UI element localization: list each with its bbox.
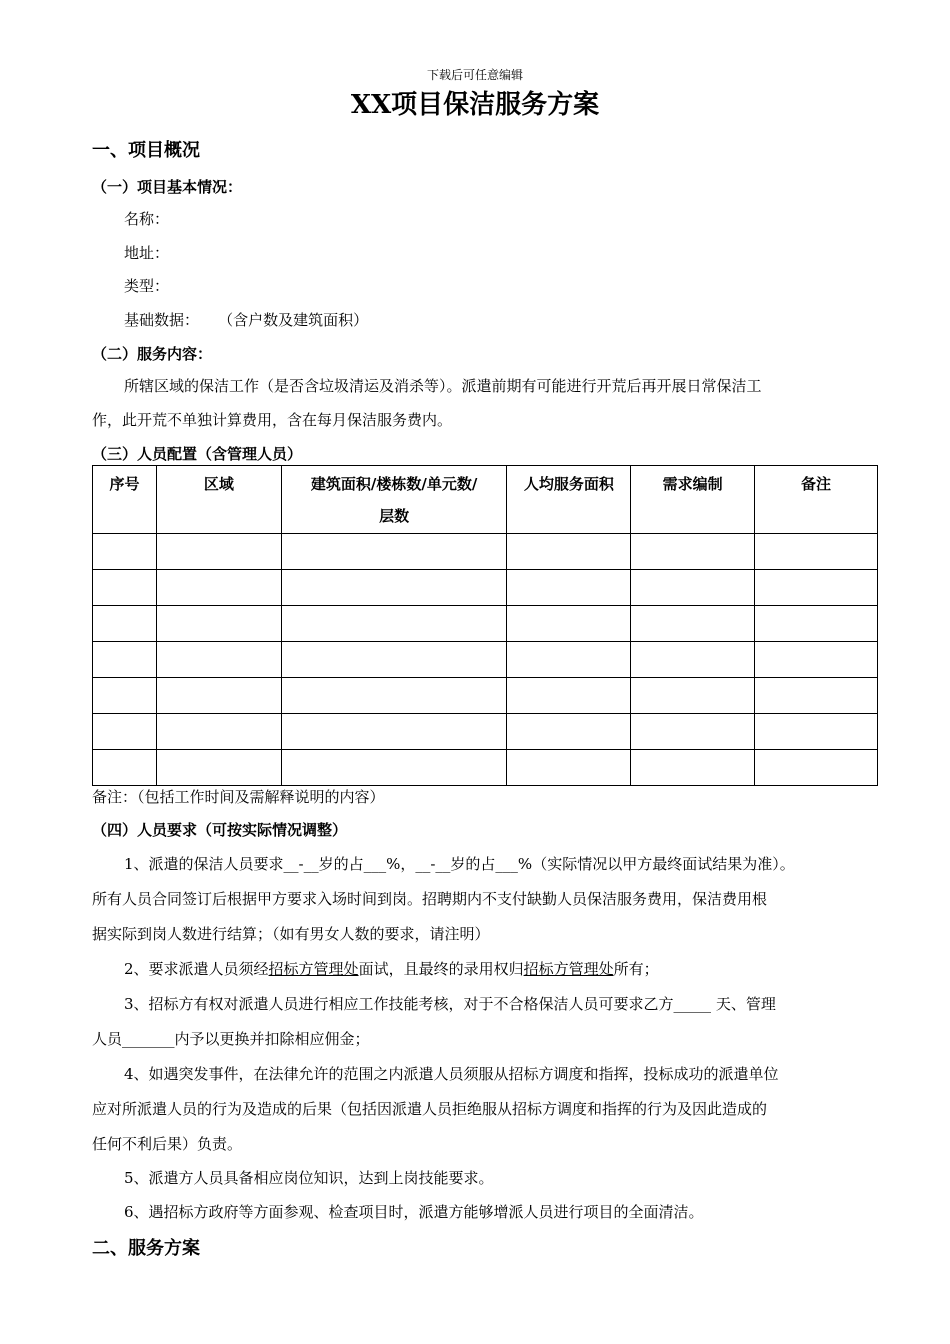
tenderer-office-underline: 招标方管理处	[523, 960, 614, 978]
table-row	[93, 570, 878, 606]
col-header-headcount: 需求编制	[631, 466, 755, 534]
section2-heading: 二、服务方案	[92, 1238, 200, 1259]
requirement-4-line-3: 任何不利后果）负责。	[92, 1135, 243, 1153]
requirement-3-line-1: 3、招标方有权对派遣人员进行相应工作技能考核，对于不合格保洁人员可要求乙方_____ 天、管理	[124, 995, 776, 1013]
requirement-6: 6、遇招标方政府等方面参观、检查项目时，派遣方能够增派人员进行项目的全面清洁。	[124, 1203, 704, 1221]
table-row	[93, 606, 878, 642]
document-title: XX项目保洁服务方案	[350, 90, 600, 120]
requirement-1-line-2: 所有人员合同签订后根据甲方要求入场时间到岗。招聘期内不支付缺勤人员保洁服务费用，保洁费用根	[92, 890, 768, 908]
service-line-2: 作，此开荒不单独计算费用，含在每月保洁服务费内。	[92, 411, 453, 429]
table-note: 备注：（包括工作时间及需解释说明的内容）	[92, 788, 385, 806]
col-header-area: 区域	[156, 466, 281, 534]
requirement-1-line-3: 据实际到岗人数进行结算；（如有男女人数的要求，请注明）	[92, 925, 490, 943]
header-note: 下载后可任意编辑	[426, 68, 523, 82]
staffing-table	[92, 465, 878, 786]
requirement-3-line-2: 人员_______内予以更换并扣除相应佣金；	[92, 1030, 370, 1048]
section1-heading: 一、项目概况	[92, 140, 200, 161]
col-header-per-capita-area: 人均服务面积	[507, 466, 631, 534]
table-row	[93, 534, 878, 570]
table-header-row	[93, 466, 878, 534]
type-label: 类型：	[124, 277, 170, 295]
basic-info-heading: （一）项目基本情况：	[92, 178, 243, 196]
staffing-heading: （三）人员配置（含管理人员）	[92, 445, 303, 463]
base-data-label: 基础数据：	[124, 311, 200, 329]
col-header-index: 序号	[93, 466, 157, 534]
table-row	[93, 642, 878, 678]
service-content-heading: （二）服务内容：	[92, 345, 213, 363]
name-label: 名称：	[124, 210, 170, 228]
col-header-remarks: 备注	[755, 466, 878, 534]
tenderer-office-underline: 招标方管理处	[268, 960, 359, 978]
requirement-1-line-1: 1、派遣的保洁人员要求__-__岁的占___%，__-__岁的占___%（实际情况以甲方最终面试结果为准）。	[124, 855, 795, 873]
address-label: 地址：	[124, 244, 170, 262]
table-row	[93, 714, 878, 750]
requirement-4-line-2: 应对所派遣人员的行为及造成的后果（包括因派遣人员拒绝服从招标方调度和指挥的行为及因此造成的	[92, 1100, 768, 1118]
base-data-note: （含户数及建筑面积）	[218, 311, 369, 329]
requirements-heading: （四）人员要求（可按实际情况调整）	[92, 821, 348, 839]
service-line-1: 所辖区域的保洁工作（是否含垃圾清运及消杀等）。派遣前期有可能进行开荒后再开展日常保洁工	[124, 377, 762, 395]
requirement-2: 2、要求派遣人员须经招标方管理处面试，且最终的录用权归招标方管理处所有；	[124, 960, 659, 978]
base-data-line	[124, 309, 368, 330]
requirement-5: 5、派遣方人员具备相应岗位知识，达到上岗技能要求。	[124, 1169, 494, 1187]
col-header-building-info: 建筑面积/楼栋数/单元数/ 层数	[281, 466, 507, 534]
table-row	[93, 678, 878, 714]
table-row	[93, 750, 878, 786]
requirement-4-line-1: 4、如遇突发事件，在法律允许的范围之内派遣人员须服从招标方调度和指挥，投标成功的派遣单位	[124, 1065, 779, 1083]
